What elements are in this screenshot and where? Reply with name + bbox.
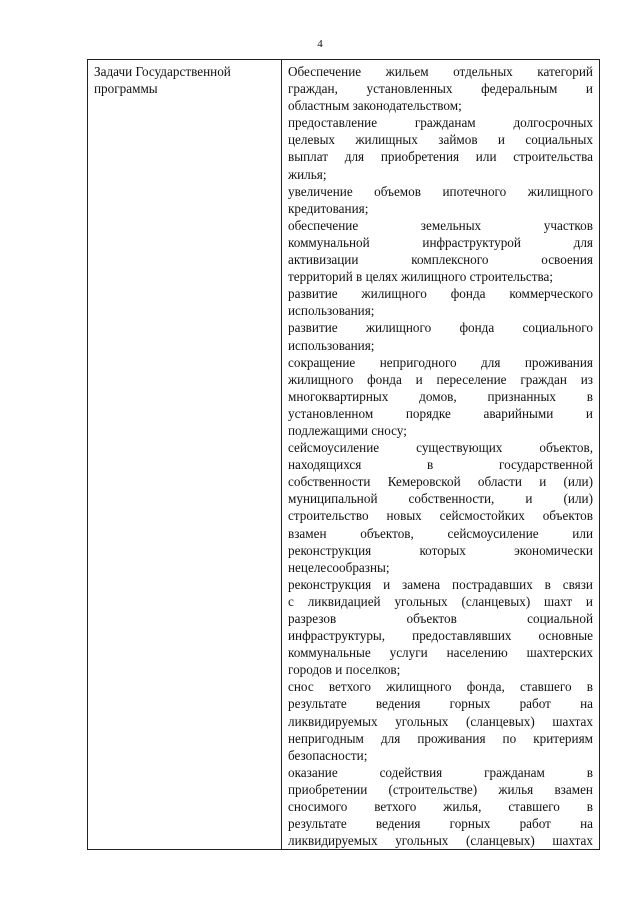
row-content-cell — [282, 60, 600, 850]
content-line: жилищного фонда и переселение граждан из — [288, 371, 593, 387]
content-line: результате ведения горных работ на — [288, 816, 593, 832]
content-line: коммунальные услуги населению шахтерских — [288, 645, 593, 661]
content-line: сейсмоусиление существующих объектов, — [288, 440, 593, 456]
content-line: снос ветхого жилищного фонда, ставшего в — [288, 679, 593, 695]
content-line: использования; — [288, 303, 375, 319]
content-line: установленном порядке аварийными и — [288, 405, 593, 421]
tasks-list — [282, 60, 599, 849]
content-line: нецелесообразны; — [288, 559, 390, 575]
content-line: реконструкция которых экономически — [288, 542, 593, 558]
program-tasks-table — [87, 59, 600, 850]
content-line: целевых жилищных займов и социальных — [288, 132, 593, 148]
content-line: предоставление гражданам долгосрочных — [288, 115, 593, 131]
content-line: активизации комплексного освоения — [288, 252, 593, 268]
content-line: разрезов объектов социальной — [288, 611, 593, 626]
content-line: приобретении (строительстве) жилья взамен — [288, 781, 593, 797]
content-line: Обеспечение жильем отдельных категорий — [288, 64, 593, 79]
content-line: строительство новых сейсмостойких объектов — [288, 508, 593, 524]
content-line: результате ведения горных работ на — [288, 696, 593, 712]
content-line: подлежащими сносу; — [288, 422, 407, 438]
content-line: ликвидируемых угольных (сланцевых) шахтах — [288, 833, 593, 849]
page-number: 4 — [317, 38, 323, 50]
content-line: использования; — [288, 337, 375, 353]
content-line: многоквартирных домов, признанных в — [288, 388, 593, 404]
content-line: городов и поселков; — [288, 662, 401, 678]
content-line: непригодным для проживания по критериям — [288, 730, 593, 746]
row-label: Задачи Государственной программы — [94, 64, 231, 96]
content-line: выплат для приобретения или строительства — [288, 149, 593, 165]
content-line: сокращение непригодного для проживания — [288, 354, 593, 370]
content-line: коммунальной инфраструктурой для — [288, 234, 593, 250]
content-line: территорий в целях жилищного строительства; — [288, 269, 554, 285]
content-line: областным законодательством; — [288, 98, 462, 114]
content-line: инфраструктуры, предоставлявших основные — [288, 628, 593, 644]
content-line: обеспечение земельных участков — [288, 217, 593, 233]
content-line: увеличение объемов ипотечного жилищного — [288, 183, 593, 199]
content-line: собственности Кемеровской области и (или) — [288, 474, 593, 490]
content-line: реконструкция и замена пострадавших в связи — [288, 576, 593, 592]
content-line: развитие жилищного фонда коммерческого — [288, 286, 593, 302]
content-line: жилья; — [288, 166, 327, 182]
content-line: находящихся в государственной — [288, 457, 593, 473]
content-line: граждан, установленных федеральным и — [288, 81, 593, 97]
content-line: кредитования; — [288, 200, 369, 216]
content-line: оказание содействия гражданам в — [288, 764, 593, 780]
content-line: с ликвидацией угольных (сланцевых) шахт и — [288, 593, 593, 609]
table-row — [88, 60, 600, 850]
content-line: безопасности; — [288, 747, 368, 763]
content-line: сносимого ветхого жилья, ставшего в — [288, 799, 593, 815]
content-line: взамен объектов, сейсмоусиление или — [288, 525, 593, 541]
content-line: муниципальной собственности, и (или) — [288, 491, 593, 507]
row-label-cell — [88, 60, 282, 850]
content-line: развитие жилищного фонда социального — [288, 320, 593, 336]
content-line: ликвидируемых угольных (сланцевых) шахтах — [288, 713, 593, 729]
